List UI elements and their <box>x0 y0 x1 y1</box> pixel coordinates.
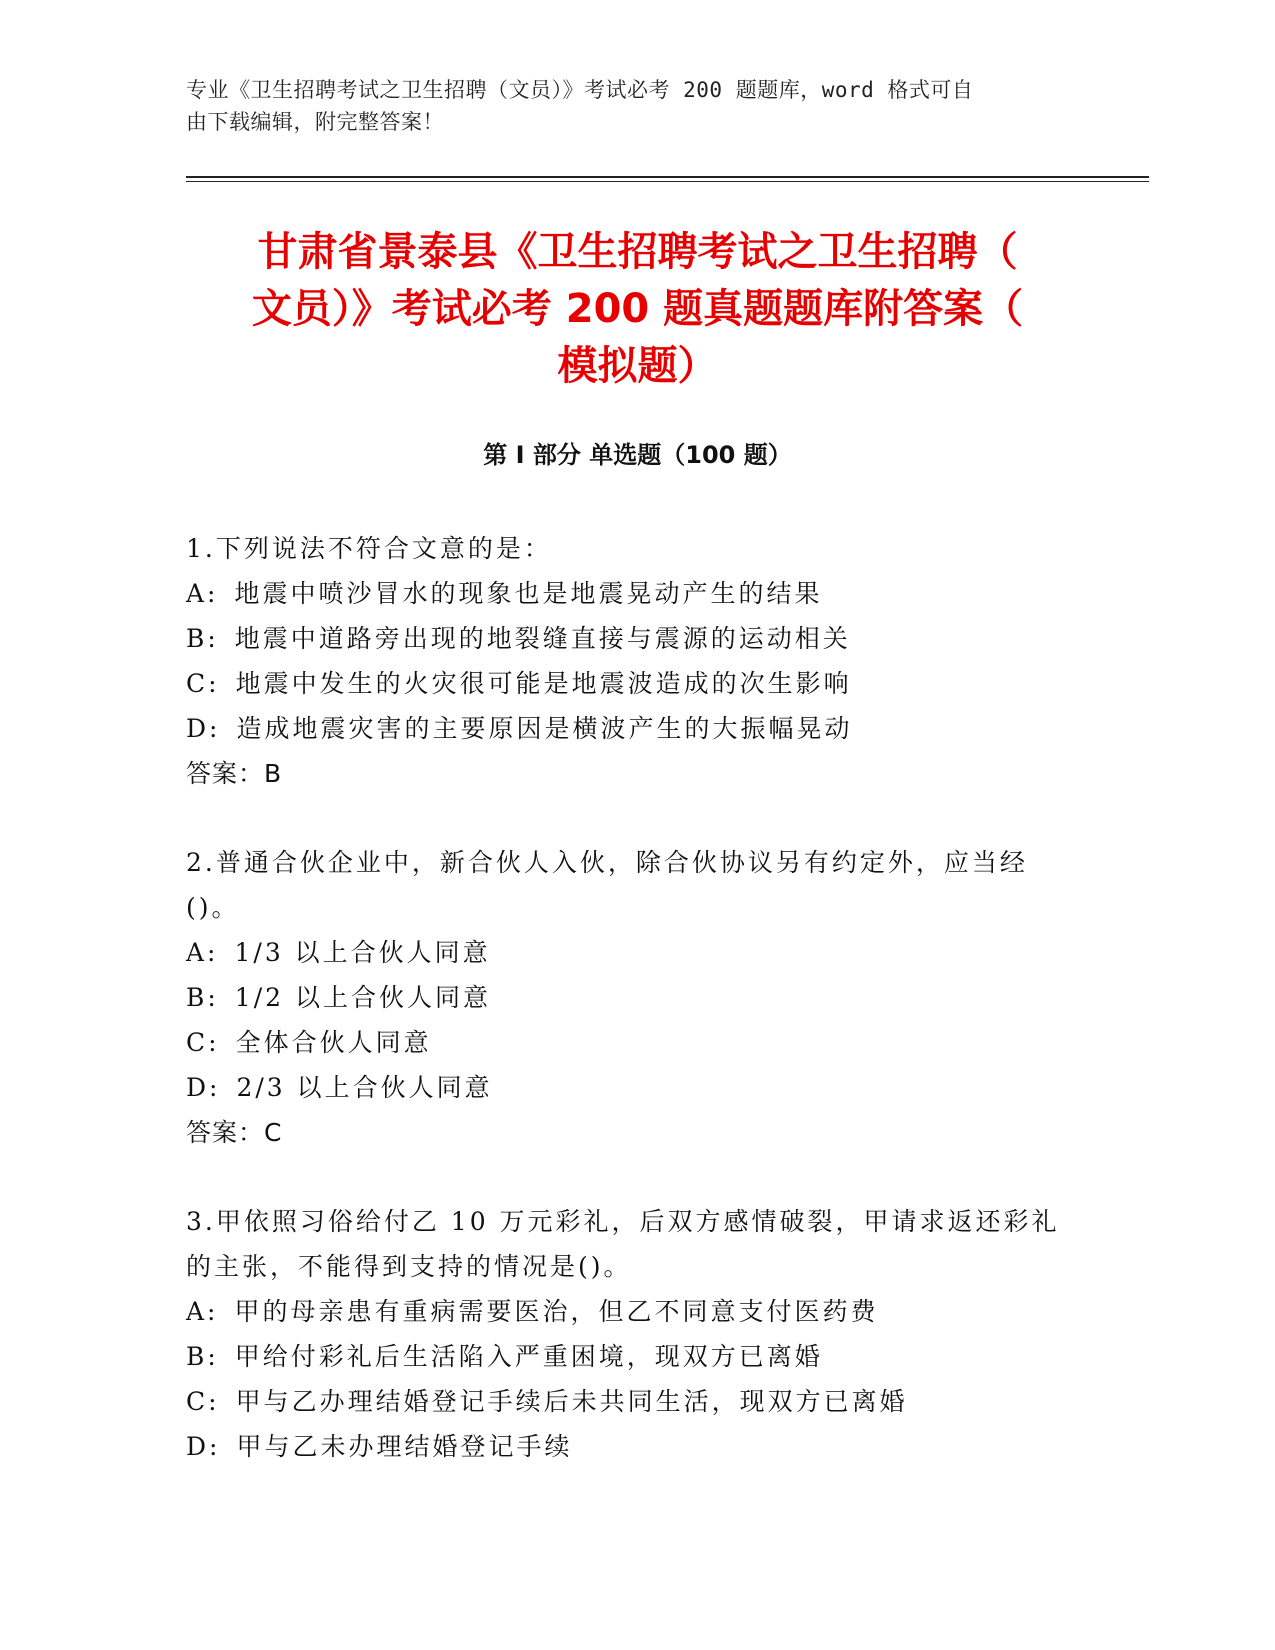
option-letter: A: <box>186 938 219 967</box>
question-stem: 3.甲依照习俗给付乙 10 万元彩礼，后双方感情破裂，甲请求返还彩礼 <box>186 1207 1060 1236</box>
option-b <box>186 1334 1066 1379</box>
answer: 答案：C <box>186 1118 283 1147</box>
question-stem: ()。 <box>186 893 240 922</box>
option-text: 1/2 以上合伙人同意 <box>234 983 491 1012</box>
question-list <box>186 526 1066 1513</box>
option-letter: D: <box>186 1432 221 1461</box>
option-letter: B: <box>186 624 219 653</box>
option-letter: C: <box>186 1028 220 1057</box>
option-text: 造成地震灾害的主要原因是横波产生的大振幅晃动 <box>236 714 853 743</box>
option-letter: A: <box>186 579 219 608</box>
option-b <box>186 616 1066 661</box>
option-letter: D: <box>186 714 221 743</box>
option-text: 1/3 以上合伙人同意 <box>234 938 491 967</box>
option-c <box>186 661 1066 706</box>
question-3 <box>186 1199 1066 1469</box>
option-d <box>186 706 1066 751</box>
option-b <box>186 975 1066 1020</box>
option-text: 全体合伙人同意 <box>235 1028 432 1057</box>
header-note-line: 由下载编辑，附完整答案！ <box>186 110 444 134</box>
option-text: 2/3 以上合伙人同意 <box>236 1073 493 1102</box>
question-2 <box>186 840 1066 1155</box>
question-stem: 的主张，不能得到支持的情况是()。 <box>186 1252 632 1281</box>
option-text: 甲给付彩礼后生活陷入严重困境，现双方已离婚 <box>234 1342 823 1371</box>
document-title <box>186 224 1089 395</box>
document-title-line: 模拟题） <box>557 343 718 389</box>
option-letter: B: <box>186 983 219 1012</box>
option-text: 甲与乙未办理结婚登记手续 <box>236 1432 573 1461</box>
option-letter: C: <box>186 669 220 698</box>
option-text: 地震中道路旁出现的地裂缝直接与震源的运动相关 <box>234 624 851 653</box>
option-letter: A: <box>186 1297 219 1326</box>
question-stem: 2.普通合伙企业中，新合伙人入伙，除合伙协议另有约定外，应当经 <box>186 848 1028 877</box>
question-1 <box>186 526 1066 796</box>
header-note <box>186 74 1056 138</box>
option-a <box>186 571 1066 616</box>
question-stem: 1.下列说法不符合文意的是： <box>186 534 552 563</box>
option-text: 甲与乙办理结婚登记手续后未共同生活，现双方已离婚 <box>235 1387 908 1416</box>
option-c <box>186 1020 1066 1065</box>
option-c <box>186 1379 1066 1424</box>
answer: 答案：B <box>186 759 283 788</box>
header-divider-thin <box>186 181 1149 182</box>
option-d <box>186 1065 1066 1110</box>
document-title-line: 甘肃省景泰县《卫生招聘考试之卫生招聘（ <box>257 229 1018 275</box>
option-a <box>186 930 1066 975</box>
option-text: 地震中发生的火灾很可能是地震波造成的次生影响 <box>235 669 852 698</box>
section-heading: 第 I 部分 单选题（100 题） <box>483 441 792 469</box>
header-divider-thick <box>186 176 1149 178</box>
option-letter: C: <box>186 1387 220 1416</box>
option-text: 地震中喷沙冒水的现象也是地震晃动产生的结果 <box>234 579 823 608</box>
option-text: 甲的母亲患有重病需要医治，但乙不同意支付医药费 <box>234 1297 879 1326</box>
option-a <box>186 1289 1066 1334</box>
document-title-line: 文员）》考试必考 200 题真题题库附答案（ <box>251 286 1024 332</box>
header-note-line: 专业《卫生招聘考试之卫生招聘（文员）》考试必考 200 题题库，word 格式可自 <box>186 78 974 102</box>
option-d <box>186 1424 1066 1469</box>
option-letter: B: <box>186 1342 219 1371</box>
option-letter: D: <box>186 1073 221 1102</box>
